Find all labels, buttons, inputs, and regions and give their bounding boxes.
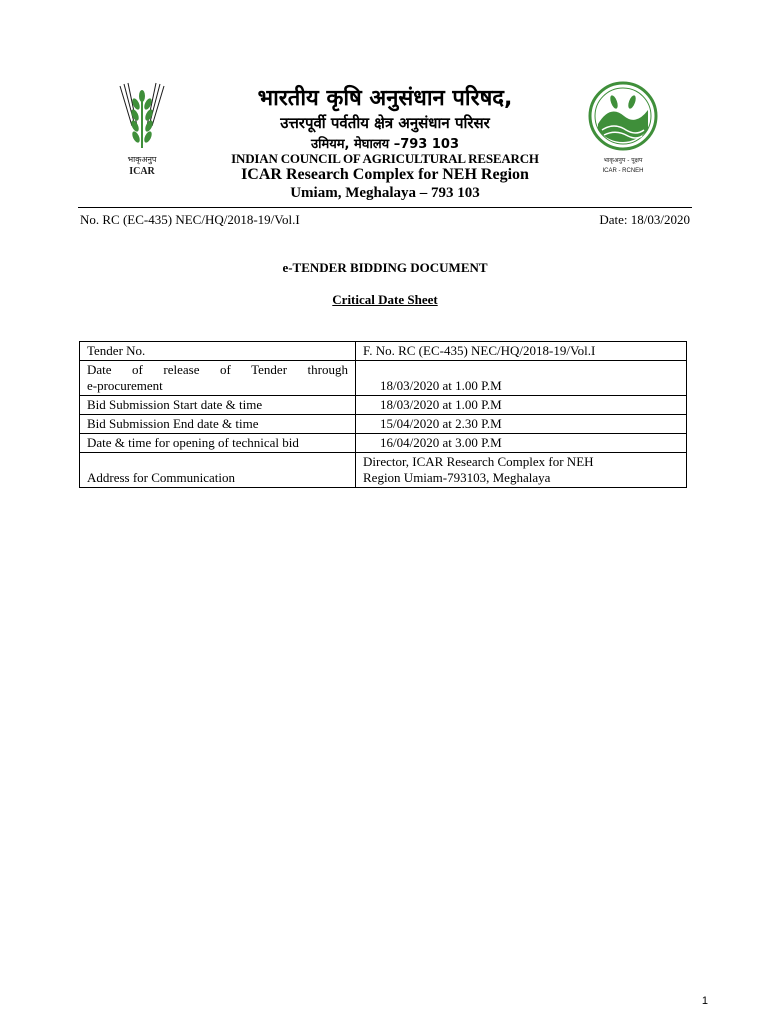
bid-start-value: 18/03/2020 at 1.00 P.M — [356, 396, 687, 415]
header-hindi-line-2: उत्तरपूर्वी पर्वतीय क्षेत्र अनुसंधान परिसर — [280, 114, 490, 132]
document-title: e-TENDER BIDDING DOCUMENT — [282, 260, 488, 275]
header-hindi-line-1: भारतीय कृषि अनुसंधान परिषद, — [257, 86, 513, 111]
release-label — [80, 361, 356, 396]
address-label: Address for Communication — [87, 470, 236, 485]
header-hindi-line-3: उमियम, मेघालय –793 103 — [310, 137, 460, 152]
table-row — [80, 434, 687, 453]
address-value-line-1: Director, ICAR Research Complex for NEH — [363, 454, 594, 469]
header-divider — [78, 207, 692, 208]
release-value-cell — [356, 361, 687, 396]
document-subtitle: Critical Date Sheet — [332, 292, 438, 307]
header-english-line-1: INDIAN COUNCIL OF AGRICULTURAL RESEARCH — [231, 151, 539, 166]
icar-logo-hindi: भाकृअनुप — [127, 155, 157, 164]
tender-no-value: F. No. RC (EC-435) NEC/HQ/2018-19/Vol.I — [356, 342, 687, 361]
table-row — [80, 415, 687, 434]
rcneh-logo-hindi: भाकृअनुप - पूक्षप — [603, 157, 643, 164]
bid-start-label: Bid Submission Start date & time — [80, 396, 356, 415]
opening-value: 16/04/2020 at 3.00 P.M — [356, 434, 687, 453]
critical-date-table — [79, 341, 687, 488]
bid-end-label: Bid Submission End date & time — [80, 415, 356, 434]
document-date: Date: 18/03/2020 — [599, 212, 690, 227]
header-english-line-2: ICAR Research Complex for NEH Region — [241, 166, 529, 183]
icar-logo-text: ICAR — [129, 166, 155, 177]
release-value: 18/03/2020 at 1.00 P.M — [380, 378, 502, 393]
release-label-line-2: e-procurement — [87, 378, 163, 393]
table-row — [80, 361, 687, 396]
rcneh-logo-text: ICAR - RCNEH — [602, 168, 644, 174]
header-english-line-3: Umiam, Meghalaya – 793 103 — [290, 185, 480, 201]
page-number: 1 — [701, 995, 708, 1007]
table-row — [80, 342, 687, 361]
address-value-cell — [356, 453, 687, 488]
address-label-cell — [80, 453, 356, 488]
release-label-line-1: Date of release of Tender through — [87, 362, 348, 377]
bid-end-value: 15/04/2020 at 2.30 P.M — [356, 415, 687, 434]
reference-number: No. RC (EC-435) NEC/HQ/2018-19/Vol.I — [80, 212, 300, 227]
opening-label: Date & time for opening of technical bid — [80, 434, 356, 453]
table-row — [80, 396, 687, 415]
table-row — [80, 453, 687, 488]
tender-no-label: Tender No. — [80, 342, 356, 361]
address-value-line-2: Region Umiam-793103, Meghalaya — [363, 470, 551, 485]
